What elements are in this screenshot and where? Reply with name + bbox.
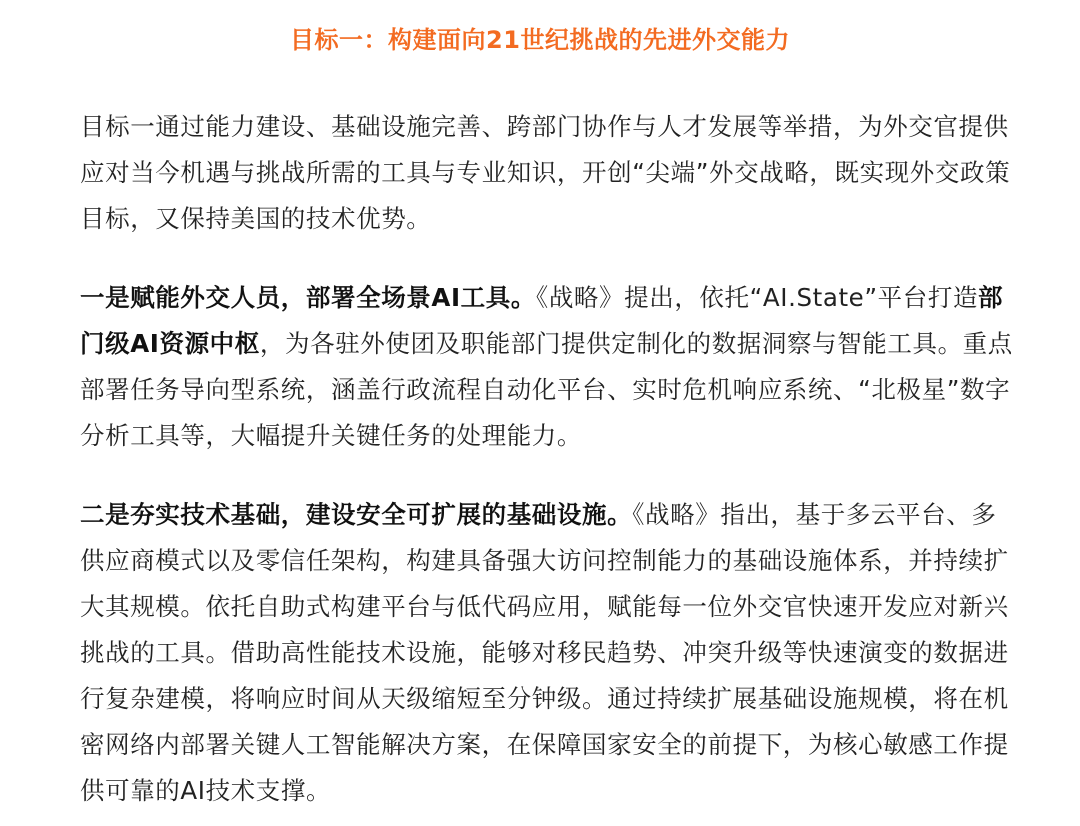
paragraph-ai-tools-lead: 一是赋能外交人员，部署全场景AI工具。: [80, 283, 536, 312]
paragraph-ai-tools-bold: 部门级AI资源中枢: [80, 283, 1004, 358]
paragraph-ai-tools-part2: ，为各驻外使团及职能部门提供定制化的数据洞察与智能工具。重点部署任务导向型系统，涵盖行政流程自动化平台、实时危机响应系统、“北极星”数字分析工具等，大幅提升关键任务的处理能力。: [80, 329, 1013, 450]
paragraph-infrastructure: [80, 492, 1020, 814]
paragraph-infrastructure-body: 《战略》指出，基于多云平台、多供应商模式以及零信任架构，构建具备强大访问控制能力的基础设施体系，并持续扩大其规模。依托自助式构建平台与低代码应用，赋能每一位外交官快速开发应对新兴挑战的工具。借助高性能技术设施，能够对移民趋势、冲突升级等快速演变的数据进行复杂建模，将响应时间从天级缩短至分钟级。通过持续扩展基础设施规模，将在机密网络内部署关键人工智能解决方案，在保障国家安全的前提下，为核心敏感工作提供可靠的AI技术支撑。: [80, 500, 1009, 805]
section-heading: 目标一：构建面向21世纪挑战的先进外交能力: [290, 26, 790, 54]
paragraph-intro-text: 目标一通过能力建设、基础设施完善、跨部门协作与人才发展等举措，为外交官提供应对当今机遇与挑战所需的工具与专业知识，开创“尖端”外交战略，既实现外交政策目标，又保持美国的技术优势。: [80, 112, 1011, 233]
paragraph-ai-tools-part1: 《战略》提出，依托“AI.State”平台打造: [535, 283, 979, 312]
paragraph-infrastructure-lead: 二是夯实技术基础，建设安全可扩展的基础设施。: [80, 500, 633, 529]
paragraph-intro: [80, 104, 1020, 242]
paragraph-ai-tools: [80, 275, 1020, 459]
